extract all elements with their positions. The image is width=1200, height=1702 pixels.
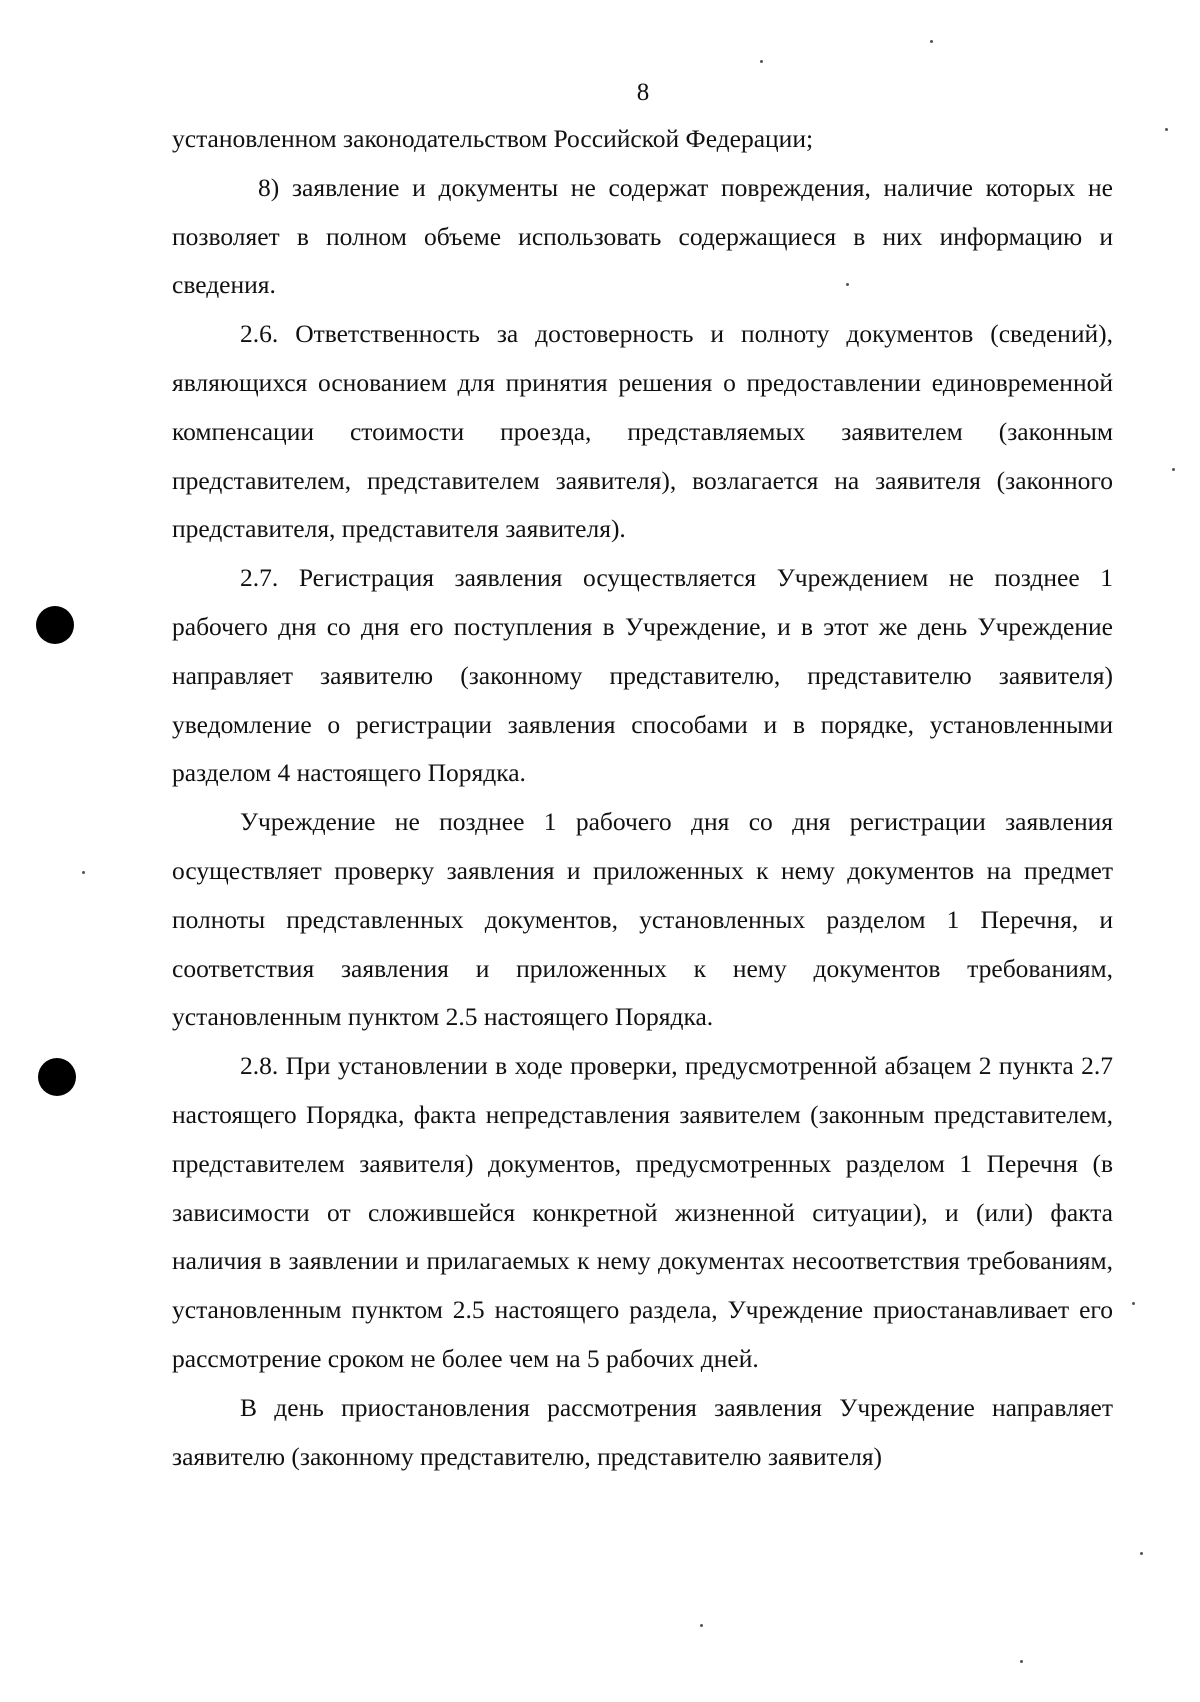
scan-speck bbox=[1172, 468, 1175, 471]
paragraph-2-7: 2.7. Регистрация заявления осуществляется Учреждением не позднее 1 рабочего дня со дня его поступления в Учреждение, и в этот же день Учреждение направляет заявителю (законному представителю, представителю заявителя) уведомление о регистрации заявления способами и в порядке, установленными разделом 4 настоящего Порядка. bbox=[172, 563, 1113, 788]
scan-speck bbox=[1140, 1552, 1143, 1555]
scan-speck bbox=[846, 283, 849, 286]
paragraph-2-7-part-2: Учреждение не позднее 1 рабочего дня со дня регистрации заявления осуществляет проверку заявления и приложенных к нему документов на предмет полноты представленных документов, установленных разделом 1 Перечня, и соответствия заявления и приложенных к нему документов требованиям, установленным пунктом 2.5 настоящего Порядка. bbox=[172, 807, 1113, 1032]
paragraph-2-8-part-2: В день приостановления рассмотрения заявления Учреждение направляет заявителю (законному представителю, представителю заявителя) bbox=[172, 1392, 1113, 1471]
binder-hole-mark bbox=[36, 606, 74, 644]
binder-hole-mark bbox=[38, 1058, 76, 1096]
scan-speck bbox=[700, 1624, 703, 1627]
paragraph-2-6: 2.6. Ответственность за достоверность и полноту документов (сведений), являющихся основанием для принятия решения о предоставлении единовременной компенсации стоимости проезда, представляемых заявителем (законным представителем, представителем заявителя), возлагается на заявителя (законного представителя, представителя заявителя). bbox=[172, 319, 1113, 544]
scan-speck bbox=[760, 60, 763, 63]
scan-speck bbox=[1020, 1660, 1023, 1663]
paragraph-continuation: установленном законодательством Российской Федерации; bbox=[172, 124, 814, 153]
paragraph-2-8: 2.8. При установлении в ходе проверки, предусмотренной абзацем 2 пункта 2.7 настоящего Порядка, факта непредставления заявителем (законным представителем, представителем заявителя) документов, предусмотренных разделом 1 Перечня (в зависимости от сложившейся конкретной жизненной ситуации), и (или) факта наличия в заявлении и прилагаемых к нему документах несоответствия требованиям, установленным пунктом 2.5 настоящего раздела, Учреждение приостанавливает его рассмотрение сроком не более чем на 5 рабочих дней. bbox=[172, 1051, 1113, 1373]
page-number: 8 bbox=[636, 79, 650, 106]
scan-speck bbox=[1132, 1302, 1135, 1305]
scan-speck bbox=[1165, 128, 1168, 131]
scan-speck bbox=[930, 40, 933, 43]
document-body bbox=[172, 115, 1113, 1481]
paragraph-item-8: 8) заявление и документы не содержат повреждения, наличие которых не позволяет в полном объеме использовать содержащиеся в них информацию и сведения. bbox=[172, 172, 1113, 300]
scan-speck bbox=[82, 871, 85, 874]
